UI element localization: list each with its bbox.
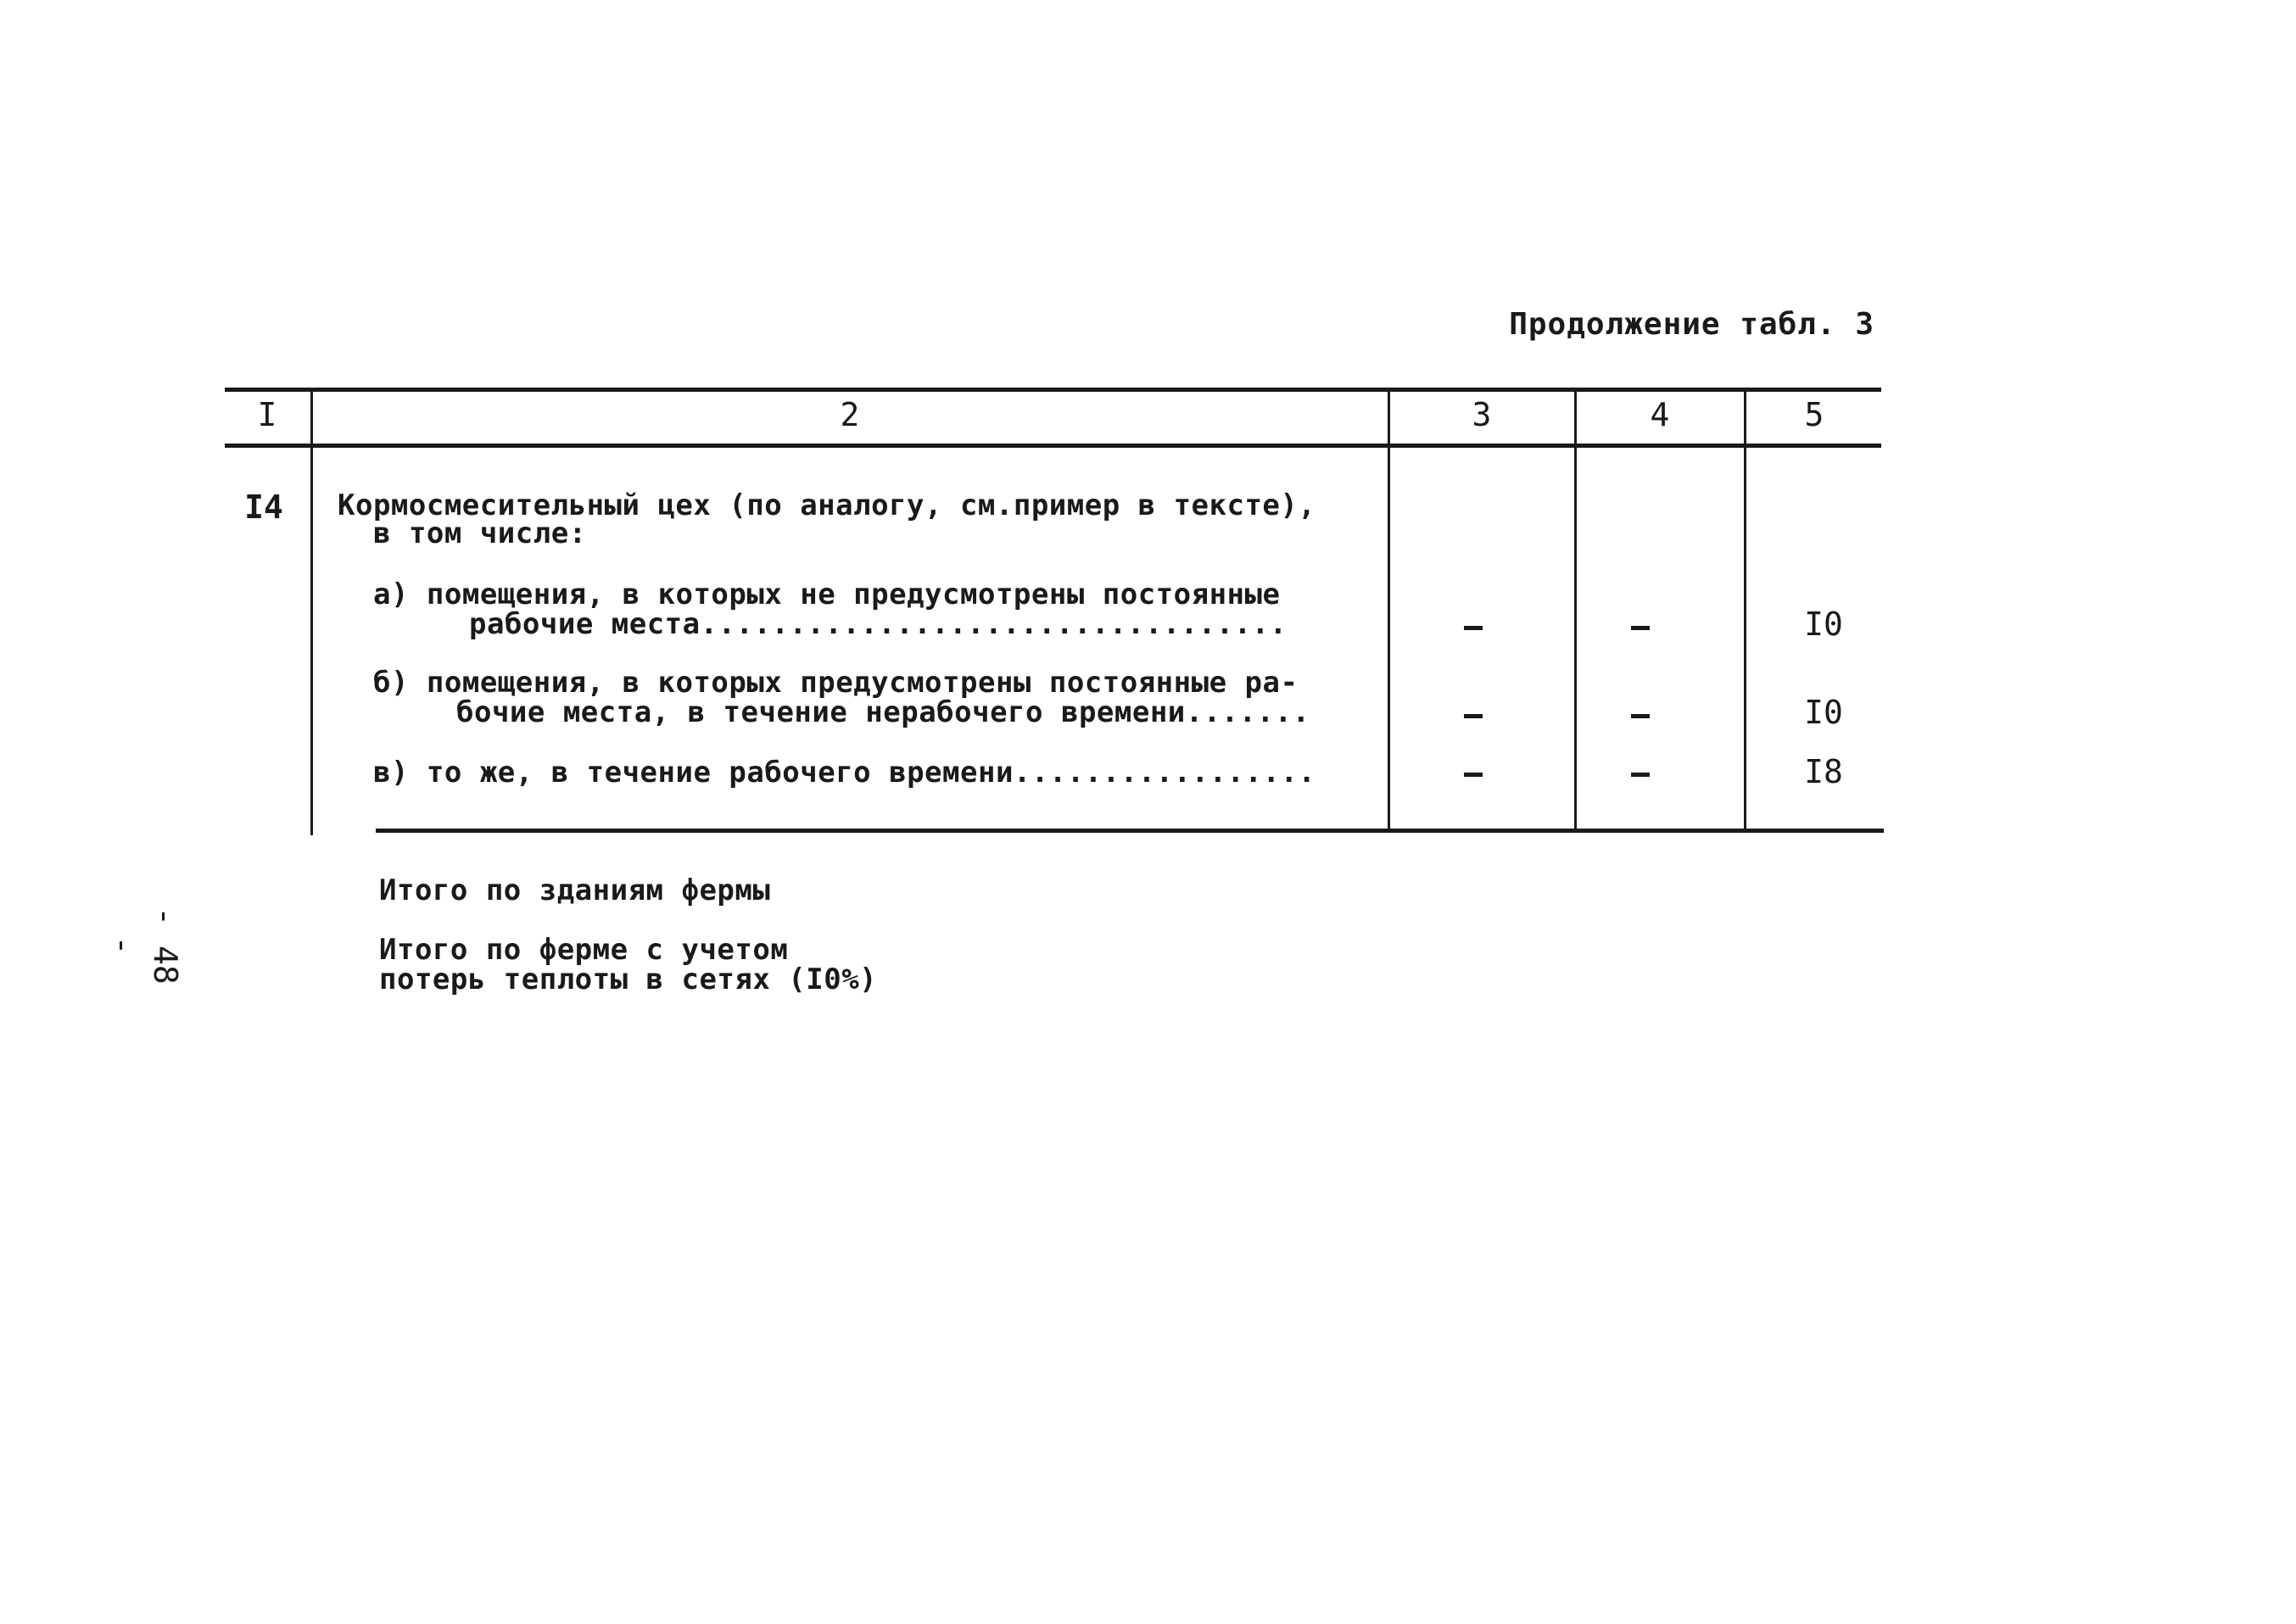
column-divider-2	[1388, 388, 1390, 832]
row-title-line2: в том числе:	[373, 516, 587, 550]
column-divider-3	[1574, 388, 1577, 832]
page-number: - 48 -	[104, 907, 184, 985]
header-col-4: 4	[1650, 396, 1670, 433]
header-col-1: I	[257, 396, 277, 433]
item-a-line1: а) помещения, в которых не предусмотрены постоянные	[373, 578, 1281, 611]
row-title-line1: Кормосмесительный цех (по аналогу, см.пример в тексте),	[338, 488, 1316, 522]
item-b-line1: б) помещения, в которых предусмотрены постоянные ра-	[373, 666, 1299, 700]
header-col-5: 5	[1804, 396, 1824, 433]
item-b-col5-value: I0	[1804, 694, 1843, 731]
item-c-col3-dash	[1464, 773, 1483, 777]
header-bottom-rule	[225, 444, 1881, 448]
column-divider-4	[1744, 388, 1746, 832]
item-b-col3-dash	[1464, 714, 1483, 718]
item-c-line1: в) то же, в течение рабочего времени.................	[373, 756, 1316, 790]
total-farm-line2: потерь теплоты в сетях (I0%)	[379, 963, 878, 996]
item-c-col5-value: I8	[1804, 753, 1843, 790]
header-col-3: 3	[1472, 396, 1492, 433]
item-a-line2: рабочие места.................................	[469, 607, 1288, 641]
total-farm-line1: Итого по ферме с учетом	[379, 933, 789, 967]
item-a-col3-dash	[1464, 626, 1483, 630]
item-b-line2: бочие места, в течение нерабочего времени.......	[456, 695, 1310, 729]
header-col-2: 2	[840, 396, 860, 433]
table-top-rule	[225, 388, 1881, 392]
item-a-col5-value: I0	[1804, 606, 1843, 643]
table-bottom-rule	[376, 829, 1884, 833]
row-number: I4	[244, 488, 283, 526]
item-a-col4-dash	[1631, 626, 1650, 630]
item-b-col4-dash	[1631, 714, 1650, 718]
item-c-col4-dash	[1631, 773, 1650, 777]
total-buildings: Итого по зданиям фермы	[379, 873, 771, 907]
column-divider-1	[310, 388, 313, 835]
table-continuation-caption: Продолжение табл. 3	[1509, 307, 1874, 342]
